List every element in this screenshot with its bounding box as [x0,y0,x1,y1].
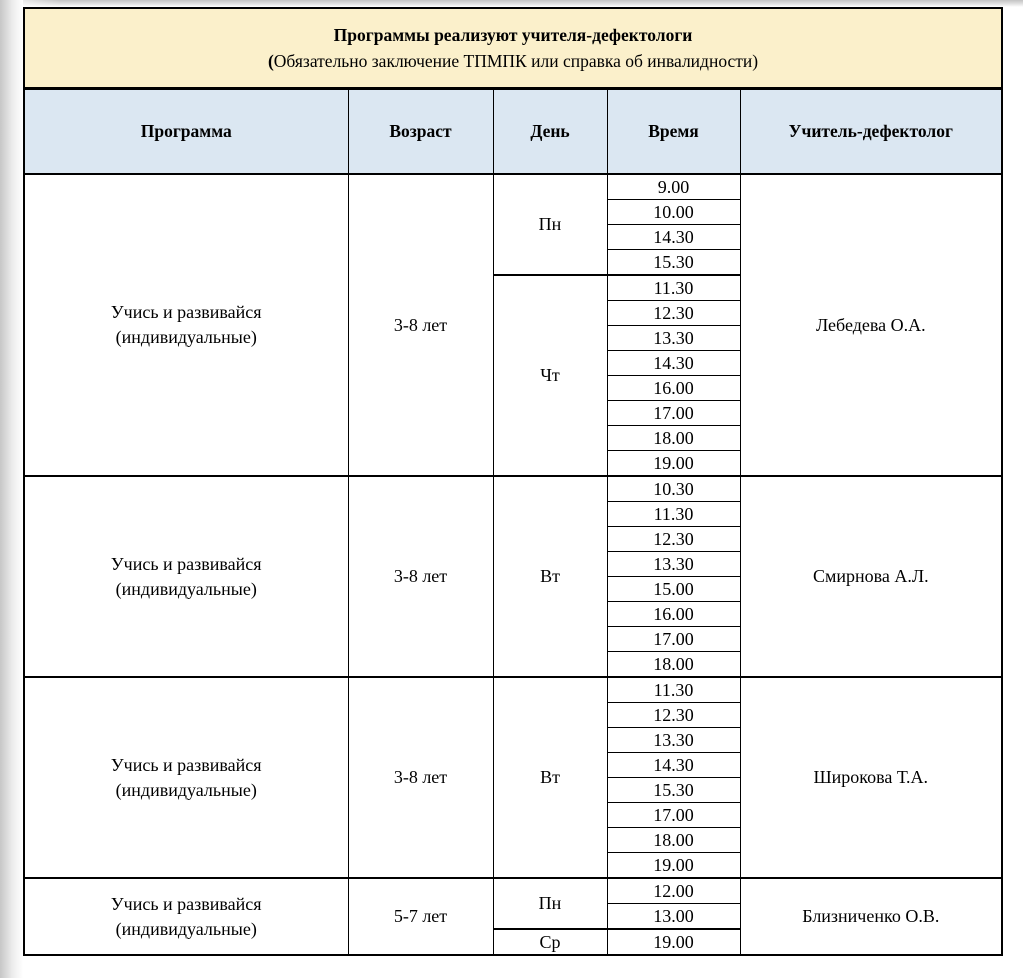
schedule-block [24,677,1002,878]
time-cell: 11.30 [607,502,740,527]
program-note: (индивидуальные) [115,578,257,599]
schedule-block [24,878,1002,955]
column-header-time: Время [607,89,740,175]
day-cell: Пн [493,878,607,929]
teacher-cell: Смирнова А.Л. [740,476,1002,677]
age-cell: 3-8 лет [348,174,493,476]
column-header-day: День [493,89,607,175]
banner-row [24,8,1002,89]
banner [24,8,1002,89]
time-cell: 15.30 [607,250,740,276]
column-header-age: Возраст [348,89,493,175]
time-cell: 19.00 [607,853,740,879]
table-row [24,476,1002,502]
column-header-teacher: Учитель-дефектолог [740,89,1002,175]
time-cell: 16.00 [607,602,740,627]
program-name: Учись и развивайся [110,553,262,574]
time-cell: 13.30 [607,728,740,753]
banner-title: Программы реализуют учителя-дефектологи [333,25,693,45]
day-cell: Пн [493,174,607,275]
teacher-cell: Близниченко О.В. [740,878,1002,955]
table-row [24,878,1002,904]
program-cell [24,677,348,878]
day-cell: Ср [493,929,607,955]
time-cell: 10.30 [607,476,740,502]
program-cell [24,174,348,476]
age-cell: 5-7 лет [348,878,493,955]
program-note: (индивидуальные) [115,779,257,800]
day-cell: Вт [493,476,607,677]
page-edge-shadow-top [0,0,1023,7]
time-cell: 10.00 [607,200,740,225]
time-cell: 9.00 [607,174,740,200]
program-cell [24,476,348,677]
teacher-cell: Широкова Т.А. [740,677,1002,878]
time-cell: 11.30 [607,677,740,703]
time-cell: 14.30 [607,351,740,376]
time-cell: 13.30 [607,552,740,577]
time-cell: 15.30 [607,778,740,803]
program-name: Учись и развивайся [110,754,262,775]
time-cell: 17.00 [607,627,740,652]
table-row [24,174,1002,200]
time-cell: 17.00 [607,401,740,426]
day-cell: Чт [493,275,607,476]
banner-subtitle-text: Обязательно заключение ТПМПК или справка об инвалидности) [273,51,759,71]
header-row [24,89,1002,175]
time-cell: 19.00 [607,451,740,477]
schedule-block [24,476,1002,677]
time-cell: 12.30 [607,527,740,552]
age-cell: 3-8 лет [348,677,493,878]
program-name: Учись и развивайся [110,302,262,322]
time-cell: 12.30 [607,703,740,728]
day-cell: Вт [493,677,607,878]
time-cell: 12.30 [607,301,740,326]
time-cell: 12.00 [607,878,740,904]
program-cell [24,878,348,955]
schedule-table [23,7,1003,956]
time-cell: 18.00 [607,426,740,451]
time-cell: 18.00 [607,828,740,853]
program-note: (индивидуальные) [115,918,257,939]
program-name: Учись и развивайся [110,893,262,914]
time-cell: 15.00 [607,577,740,602]
time-cell: 17.00 [607,803,740,828]
program-note: (индивидуальные) [115,327,257,347]
table-row [24,677,1002,703]
time-cell: 13.00 [607,904,740,930]
time-cell: 11.30 [607,275,740,301]
time-cell: 16.00 [607,376,740,401]
banner-subtitle [25,48,1001,74]
banner-subtitle-paren: ( [267,51,274,71]
column-header-program: Программа [24,89,348,175]
age-cell: 3-8 лет [348,476,493,677]
time-cell: 14.30 [607,225,740,250]
time-cell: 14.30 [607,753,740,778]
time-cell: 13.30 [607,326,740,351]
schedule-block [24,174,1002,476]
time-cell: 18.00 [607,652,740,678]
time-cell: 19.00 [607,929,740,955]
teacher-cell: Лебедева О.А. [740,174,1002,476]
page-edge-shadow-left [0,0,23,978]
